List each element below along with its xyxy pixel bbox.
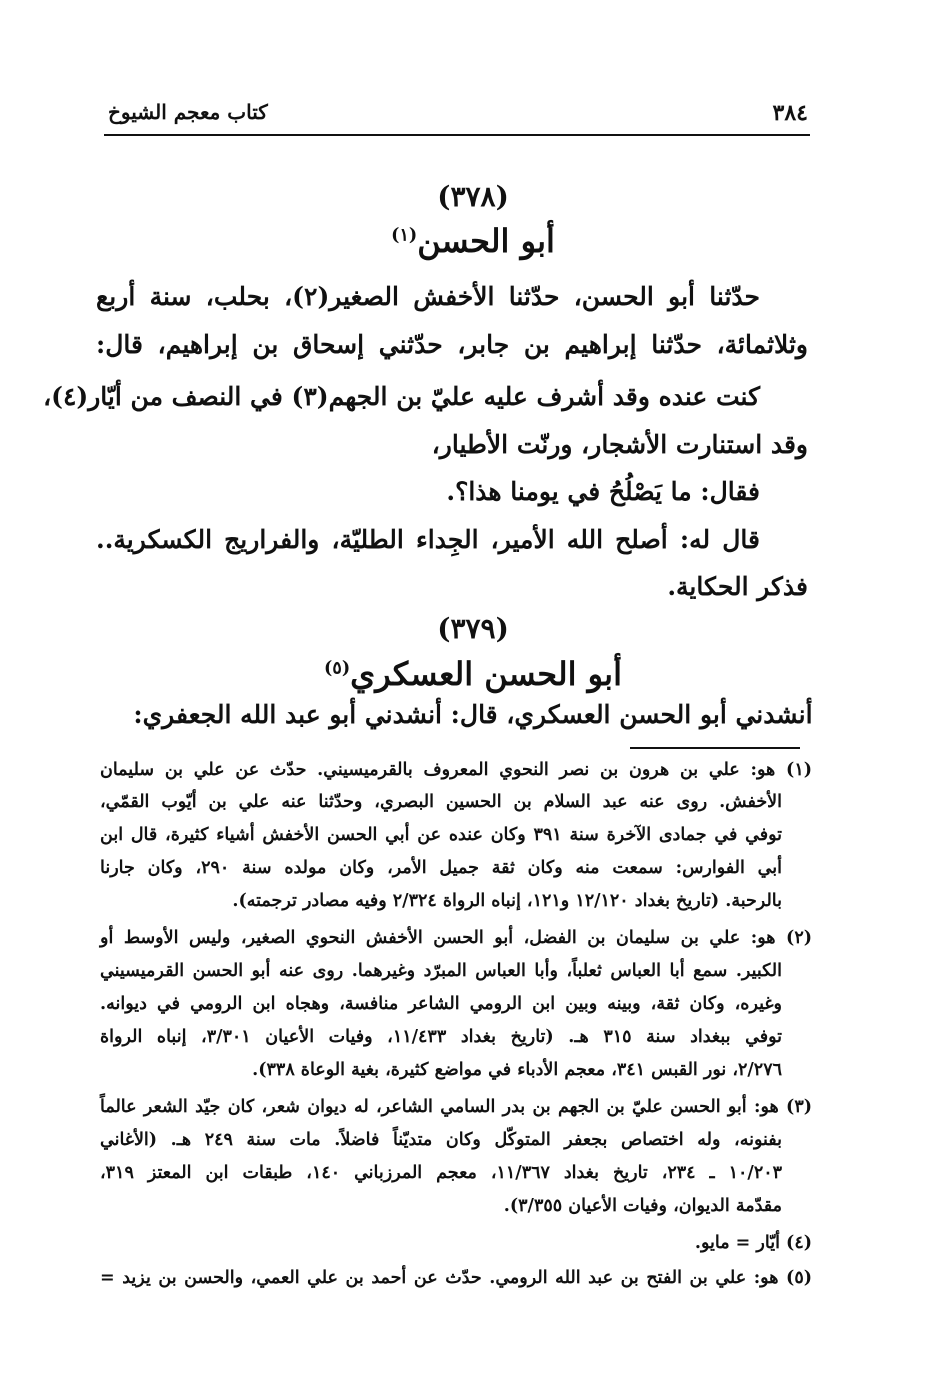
book-title: كتاب معجم الشيوخ	[108, 100, 268, 124]
body-line: أنشدني أبو الحسن العسكري، قال: أنشدني أبو عبد الله الجعفري:	[133, 700, 813, 729]
footnote-line: (٤) أيّار = مايو.	[694, 1233, 812, 1253]
footnote-line: ١٠/٢٠٣ ـ ٢٣٤، تاريخ بغداد ١١/٣٦٧، معجم المرزباني ١٤٠، طبقات ابن المعتز ٣١٩،	[100, 1163, 783, 1183]
footnote-line: مقدّمة الديوان، وفيات الأعيان ٣/٣٥٥).	[503, 1196, 782, 1216]
footnote-line: أبي الفوارس: سمعت منه وكان ثقة جميل الأمر، وكان مولده سنة ٢٩٠، وكان جارنا	[100, 858, 782, 878]
footnote-line: توفي ببغداد سنة ٣١٥ هـ. (تاريخ بغداد ١١/٤٣٣، وفيات الأعيان ٣/٣٠١، إنباه الرواة	[100, 1027, 782, 1047]
body-line: حدّثنا أبو الحسن، حدّثنا الأخفش الصغير(٢)، بحلب، سنة أربع	[96, 282, 760, 311]
footnote-line: توفي في جمادى الآخرة سنة ٣٩١ وكان عنده عن أبي الحسن الأخفش أشياء كثيرة، قال ابن	[100, 825, 782, 845]
footnote-line: (٢) هو: علي بن سليمان بن الفضل، أبو الحسن الأخفش النحوي الصغير، وليس الأوسط أو	[100, 928, 812, 948]
body-line: قال له: أصلح الله الأمير، الجِداء الطليّة، والفراريج الكسكرية..	[96, 525, 760, 554]
footnote-line: بفنونه، وله اختصاص بجعفر المتوكّل وكان متديّناً فاضلاً. مات سنة ٢٤٩ هـ. (الأغاني	[100, 1130, 782, 1150]
footnote-line: (٣) هو: أبو الحسن عليّ بن الجهم بن بدر السامي الشاعر، له ديوان شعر، كان جيّد الشعر عالماً	[100, 1097, 812, 1117]
footnote-ref: (٥)	[324, 657, 351, 679]
footnote-line: ٢/٢٧٦، نور القبس ٣٤١، معجم الأدباء في مواضع كثيرة، بغية الوعاة ٣٣٨).	[252, 1060, 782, 1080]
body-line: كنت عنده وقد أشرف عليه عليّ بن الجهم(٣) في النصف من أيّار(٤)،	[43, 382, 760, 411]
entry-number: (٣٧٩)	[437, 612, 509, 645]
footnote-line: (٥) هو: علي بن الفتح بن عبد الله الرومي. حدّث عن أحمد بن علي العمي، والحسن بن يزيد =	[100, 1268, 812, 1288]
entry-body	[43, 282, 808, 602]
entry-name	[0, 655, 946, 693]
footnote-line: وغيره، وكان ثقة، وبينه وبين ابن الرومي الشاعر منافسة، وهجاه ابن الرومي في ديوانه.	[100, 994, 782, 1014]
body-line: وقد استنارت الأشجار، ورنّت الأطيار،	[431, 430, 808, 459]
footnote-rule	[630, 747, 800, 749]
entry-name-text: أبو الحسن	[417, 222, 555, 260]
footnote-ref: (١)	[391, 224, 418, 246]
running-header	[108, 100, 808, 136]
body-line: فقال: ما يَصْلُحُ في يومنا هذا؟.	[446, 477, 760, 506]
header-rule	[104, 134, 810, 136]
entry-number: (٣٧٨)	[437, 180, 509, 213]
footnote-line: (١) هو: علي بن هرون بن نصر النحوي المعروف بالقرميسيني. حدّث عن علي بن سليمان	[100, 760, 812, 780]
footnote-line: الكبير. سمع أبا العباس ثعلباً، وأبا العباس المبرّد وغيرهما. روى عنه أبو الحسن القرميسيني	[100, 961, 782, 981]
entry-name-text: أبو الحسن العسكري	[350, 655, 622, 693]
footnote-line: بالرحبة. (تاريخ بغداد ١٢/١٢٠ و١٢١، إنباه الرواة ٢/٣٢٤ وفيه مصادر ترجمته).	[232, 891, 782, 911]
footnote-line: الأخفش. روى عنه عبد السلام بن الحسين البصري، وحدّثنا عنه علي بن أيّوب القمّي،	[100, 792, 782, 812]
body-line: وثلاثمائة، حدّثنا إبراهيم بن جابر، حدّثني إسحاق بن إبراهيم، قال:	[96, 330, 808, 359]
body-line: فذكر الحكاية.	[667, 572, 808, 601]
page-number: ٣٨٤	[772, 100, 808, 126]
entry-name	[0, 222, 946, 260]
